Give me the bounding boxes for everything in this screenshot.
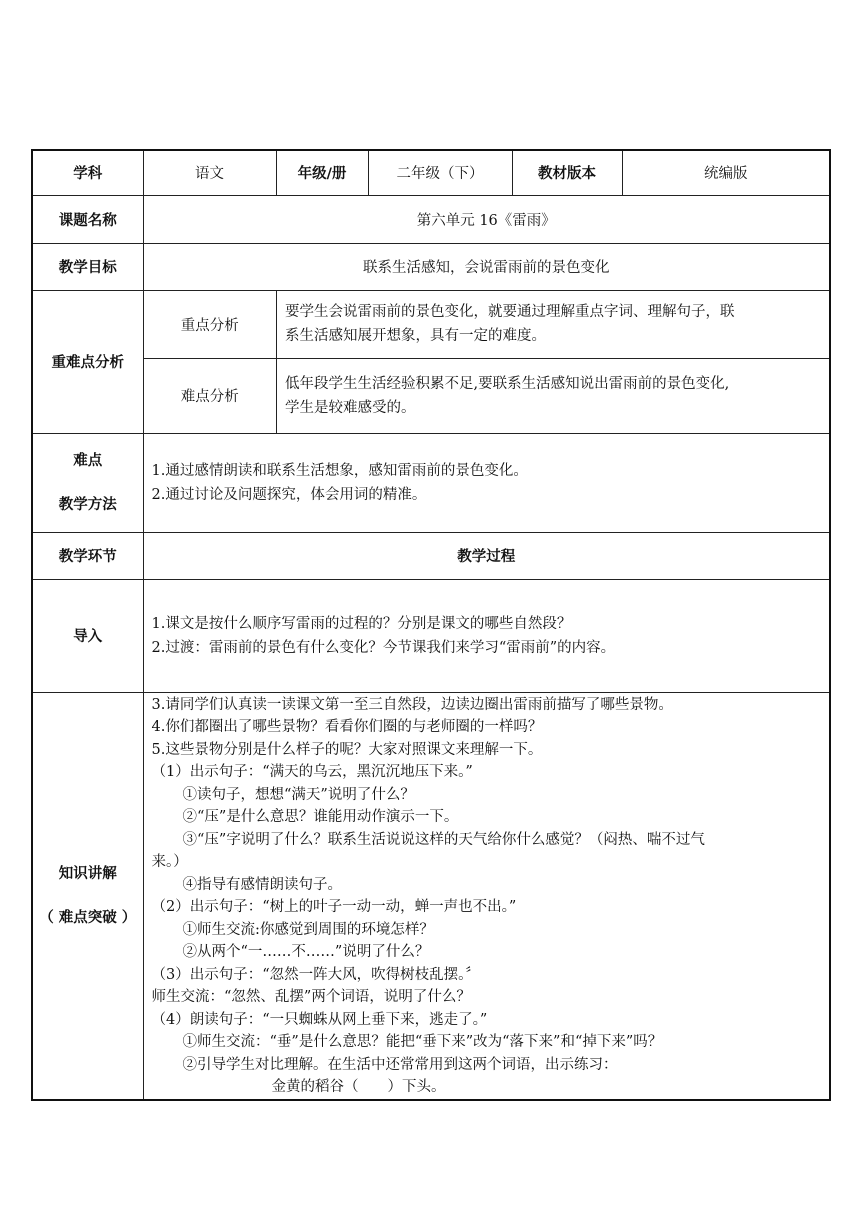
grade-value: 二年级（下） bbox=[368, 150, 512, 195]
knowledge-line: （1）出示句子：“满天的乌云，黑沉沉地压下来。” bbox=[151, 764, 473, 780]
process-header: 教学过程 bbox=[143, 532, 830, 579]
goal-label: 教学目标 bbox=[32, 243, 143, 290]
key-analysis-line-1: 要学生会说雷雨前的景色变化，就要通过理解重点字词、理解句子，联 bbox=[285, 304, 735, 321]
knowledge-line: 5.这些景物分别是什么样子的呢？大家对照课文来理解一下。 bbox=[151, 741, 543, 758]
stage-header: 教学环节 bbox=[32, 532, 143, 579]
difficult-analysis-label: 难点分析 bbox=[144, 359, 277, 433]
header-row bbox=[32, 150, 830, 195]
knowledge-row bbox=[32, 692, 830, 1100]
difficult-analysis-text bbox=[277, 359, 830, 433]
difficult-analysis-line-2: 学生是较难感受的。 bbox=[285, 399, 416, 416]
method-row bbox=[32, 433, 830, 532]
method-line-1: 1.通过感情朗读和联系生活想象，感知雷雨前的景色变化。 bbox=[151, 462, 528, 479]
knowledge-line: 3.请同学们认真读一读课文第一至三自然段，边读边圈出雷雨前描写了哪些景物。 bbox=[151, 696, 673, 713]
intro-line-2: 2.过渡：雷雨前的景色有什么变化？今节课我们来学习“雷雨前”的内容。 bbox=[151, 639, 616, 656]
knowledge-line: 金黄的稻谷（ ）下头。 bbox=[271, 1079, 446, 1095]
intro-line-1: 1.课文是按什么顺序写雷雨的过程的？分别是课文的哪些自然段？ bbox=[151, 615, 572, 632]
subject-label: 学科 bbox=[32, 150, 143, 195]
knowledge-line: ②从两个“一……不……”说明了什么？ bbox=[182, 944, 430, 960]
key-analysis-label: 重点分析 bbox=[144, 291, 277, 359]
knowledge-line: ①师生交流:你感觉到周围的环境怎样？ bbox=[182, 921, 434, 938]
knowledge-line: ①读句子，想想“满天”说明了什么？ bbox=[182, 786, 415, 803]
method-label-line-2: 教学方法 bbox=[58, 496, 117, 513]
lesson-plan-table bbox=[31, 149, 831, 1101]
intro-label: 导入 bbox=[32, 579, 143, 692]
knowledge-line: ③“压”字说明了什么？联系生活说说这样的天气给你什么感觉？（闷热、喘不过气 bbox=[182, 831, 705, 848]
process-header-row bbox=[32, 532, 830, 579]
goal-value: 联系生活感知，会说雷雨前的景色变化 bbox=[143, 243, 830, 290]
grade-label: 年级/册 bbox=[276, 150, 368, 195]
knowledge-line: 师生交流：“忽然、乱摆”两个词语，说明了什么？ bbox=[151, 989, 471, 1005]
method-line-2: 2.通过讨论及问题探究，体会用词的精准。 bbox=[151, 486, 427, 503]
method-text bbox=[143, 433, 830, 532]
knowledge-line: ②引导学生对比理解。在生活中还常常用到这两个词语，出示练习： bbox=[182, 1056, 618, 1073]
knowledge-label-line-2: （ 难点突破 ） bbox=[39, 909, 137, 926]
lesson-label: 课题名称 bbox=[32, 195, 143, 243]
edition-value: 统编版 bbox=[622, 150, 830, 195]
key-analysis-line-2: 系生活感知展开想象，具有一定的难度。 bbox=[285, 328, 546, 345]
goal-row bbox=[32, 243, 830, 290]
lesson-row bbox=[32, 195, 830, 243]
lesson-value: 第六单元 16《雷雨》 bbox=[143, 195, 830, 243]
method-label bbox=[32, 433, 143, 532]
knowledge-label-line-1: 知识讲解 bbox=[58, 865, 117, 882]
key-analysis-text bbox=[277, 291, 830, 359]
key-difficult-row bbox=[32, 290, 830, 433]
knowledge-line: ②“压”是什么意思？谁能用动作演示一下。 bbox=[182, 809, 459, 825]
difficult-analysis-line-1: 低年段学生生活经验积累不足,要联系生活感知说出雷雨前的景色变化, bbox=[285, 375, 730, 392]
method-label-line-1: 难点 bbox=[73, 452, 103, 469]
knowledge-line: （4）朗读句子：“一只蜘蛛从网上垂下来，逃走了。” bbox=[151, 1011, 488, 1028]
key-difficult-subtable bbox=[144, 291, 830, 433]
intro-row bbox=[32, 579, 830, 692]
knowledge-line: 来。） bbox=[151, 854, 188, 870]
knowledge-line: 4.你们都圈出了哪些景物？看看你们圈的与老师圈的一样吗？ bbox=[151, 719, 543, 735]
knowledge-line: ④指导有感情朗读句子。 bbox=[182, 876, 342, 893]
knowledge-line: （2）出示句子：“树上的叶子一动一动，蝉一声也不出。” bbox=[151, 899, 517, 915]
knowledge-line: ①师生交流：“垂”是什么意思？能把“垂下来”改为“落下来”和“掉下来”吗？ bbox=[182, 1034, 663, 1050]
lesson-plan-sheet bbox=[31, 149, 829, 1101]
knowledge-lines bbox=[152, 694, 824, 1099]
edition-label: 教材版本 bbox=[512, 150, 622, 195]
knowledge-label bbox=[32, 692, 143, 1100]
subject-value: 语文 bbox=[143, 150, 276, 195]
intro-text bbox=[143, 579, 830, 692]
knowledge-line: （3）出示句子：“忽然一阵大风，吹得树枝乱摆。〞 bbox=[151, 966, 480, 983]
knowledge-text bbox=[143, 692, 830, 1100]
key-difficult-label: 重难点分析 bbox=[32, 290, 143, 433]
